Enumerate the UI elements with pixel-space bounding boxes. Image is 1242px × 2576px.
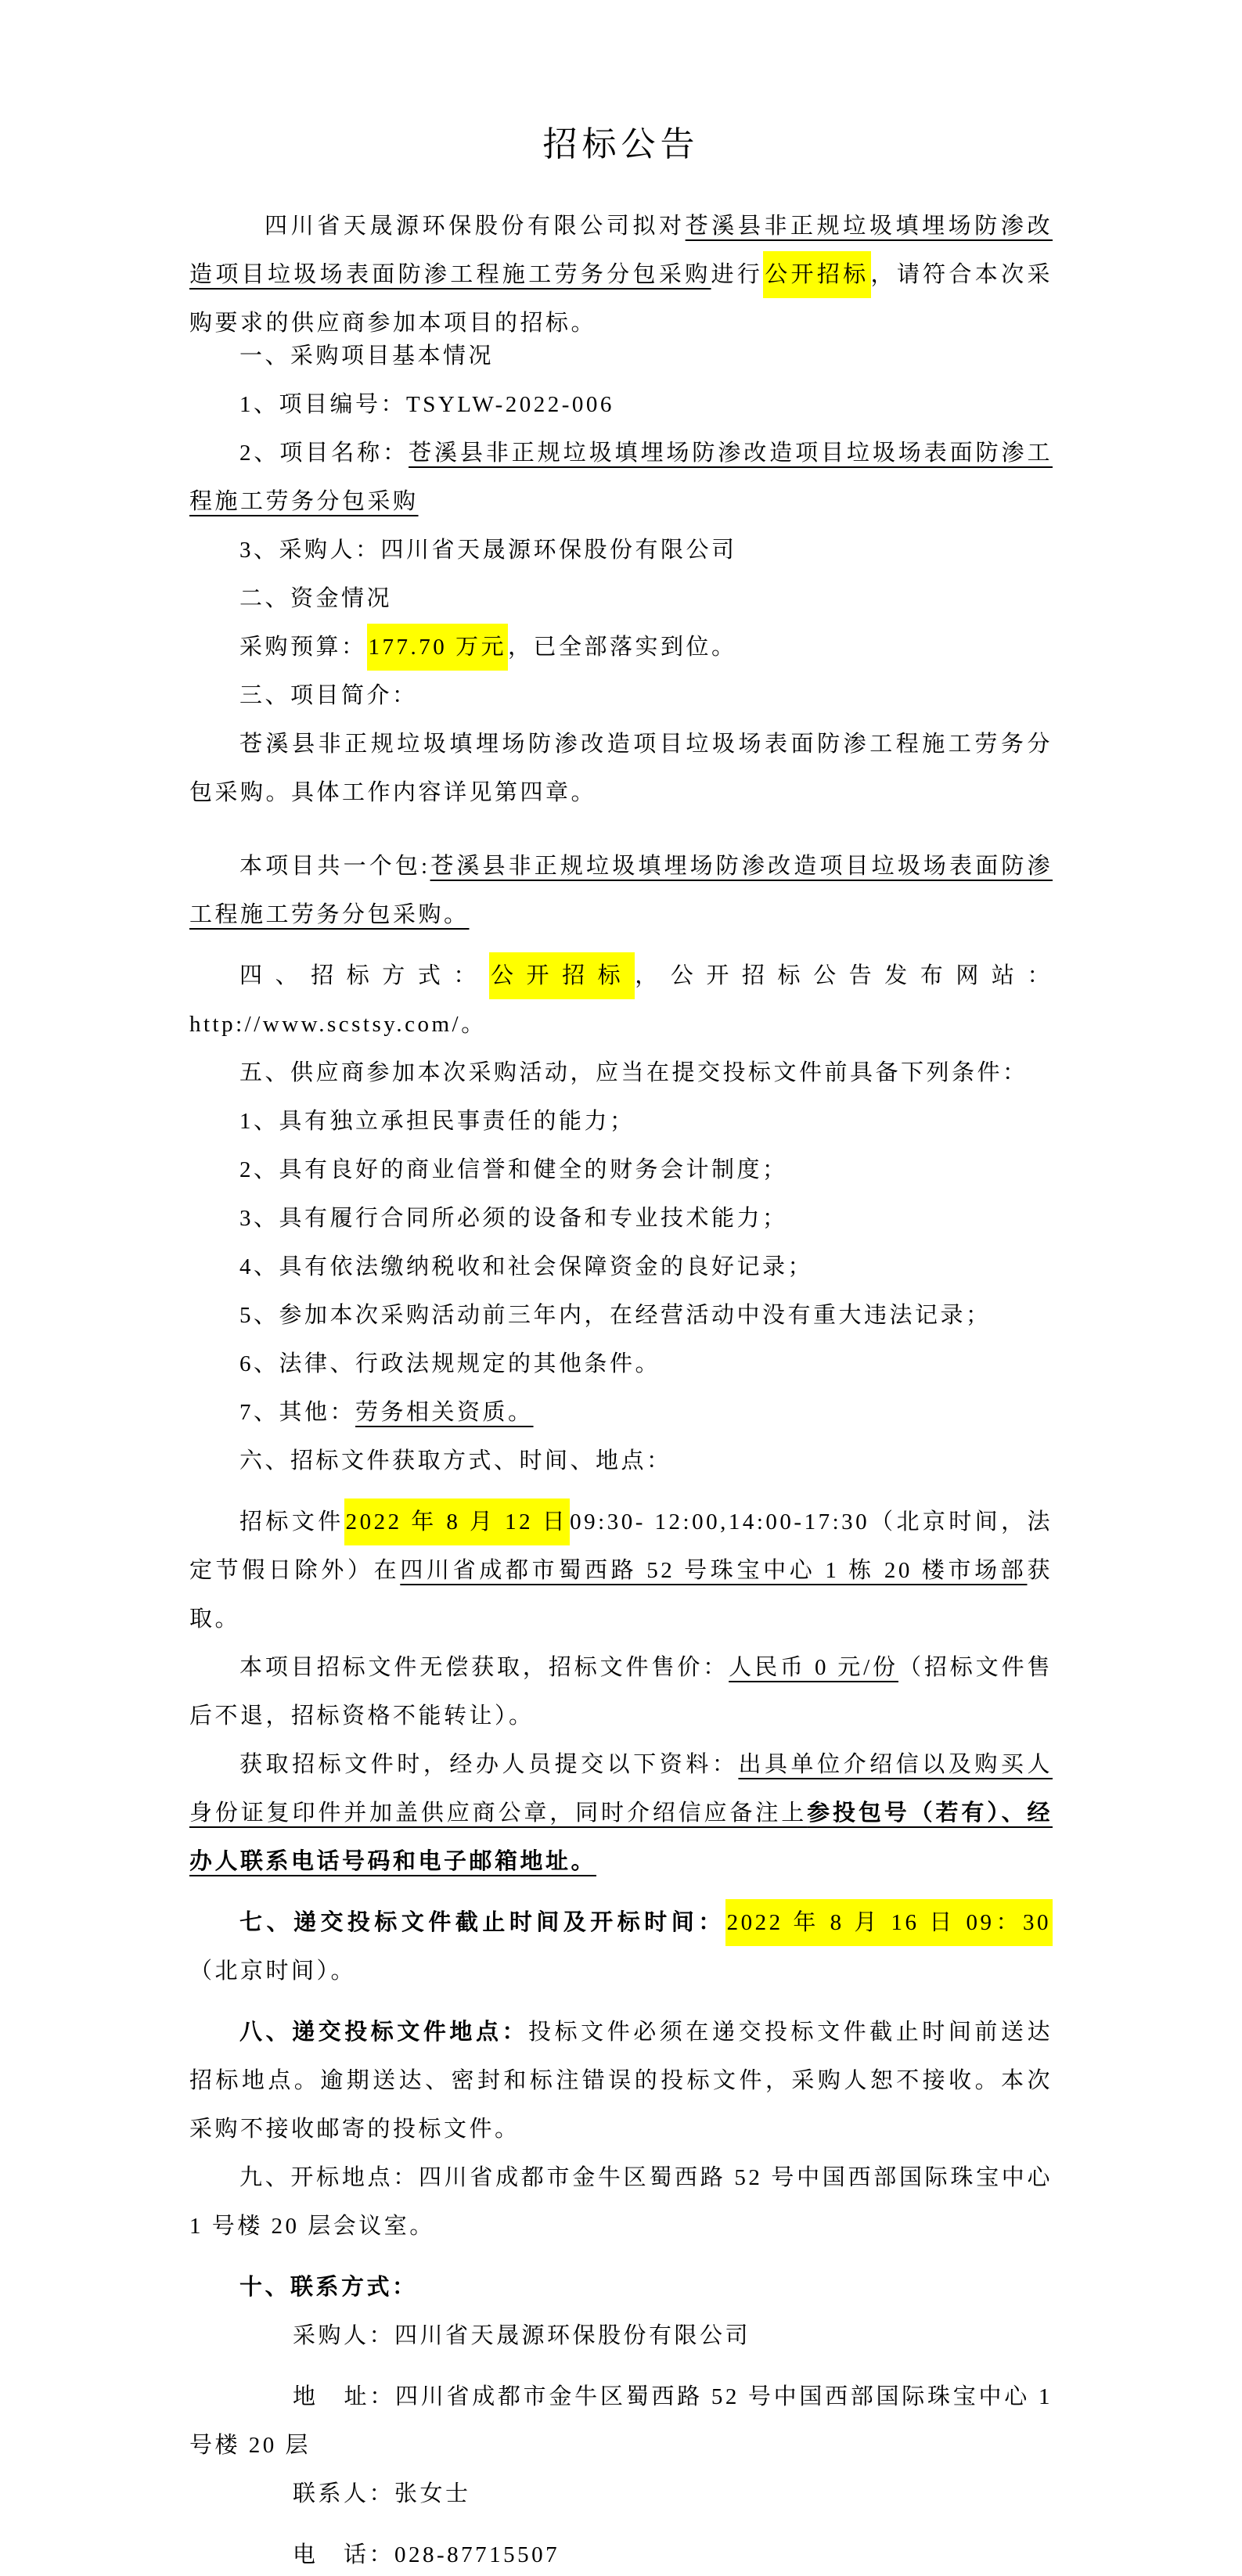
package-paragraph <box>189 842 1053 939</box>
obtain-date-highlight: 2022 年 8 月 12 日 <box>344 1498 571 1545</box>
section-1-heading <box>189 332 1053 380</box>
contact-phone-seg-0: 电 话：028-87715507 <box>293 2542 560 2567</box>
condition-item-7 <box>189 1388 1053 1437</box>
section-10-heading <box>189 2263 1053 2312</box>
package-paragraph-seg-0: 本项目共一个包: <box>239 854 430 879</box>
document-price-underlined: 人民币 0 元/份 <box>729 1655 898 1680</box>
section-9-opening-location-seg-0: 九、开标地点：四川省成都市金牛区蜀西路 52 号中国西部国际珠宝中心 1 号楼 20 层会议室。 <box>189 2165 1053 2239</box>
deadline-date-highlight: 2022 年 8 月 16 日 09：30 <box>725 1899 1053 1946</box>
section-1-heading-seg-0: 一、采购项目基本情况 <box>239 344 495 369</box>
contact-person <box>189 2470 1053 2518</box>
project-name-item <box>189 429 1053 526</box>
section-3-heading <box>189 671 1053 720</box>
condition-item-1 <box>189 1097 1053 1146</box>
section-8-location-seg-0: 八、递交投标文件地点： <box>239 2020 529 2045</box>
document-price-paragraph-seg-0: 本项目招标文件无偿获取，招标文件售价： <box>239 1655 729 1680</box>
condition-item-4 <box>189 1243 1053 1291</box>
labor-qualification-underlined: 劳务相关资质。 <box>355 1400 534 1425</box>
project-number-item <box>189 380 1053 429</box>
section-8-location-seg-1: 投标文件必须在递交投标文件截止时间前送达招标地点。逾期送达、密封和标注错误的投标文件，采购人恕不接收。本次采购不接收邮寄的投标文件。 <box>189 2020 1053 2142</box>
project-name-underlined-2: 苍溪县非正规垃圾填埋场防渗改造项目垃圾场表面防渗工程施工劳务分包采购 <box>189 441 1053 514</box>
document-body <box>189 202 1053 2576</box>
contact-phone <box>189 2531 1053 2576</box>
section-4-bidding-method <box>189 952 1053 1049</box>
budget-paragraph <box>189 623 1053 671</box>
condition-item-3-seg-0: 3、具有履行合同所必须的设备和专业技术能力； <box>239 1206 788 1231</box>
document-materials-paragraph-seg-0: 获取招标文件时，经办人员提交以下资料： <box>239 1752 739 1777</box>
budget-amount-highlight: 177.70 万元 <box>367 624 509 671</box>
section-5-heading <box>189 1049 1053 1097</box>
contact-purchaser <box>189 2312 1053 2360</box>
section-6-heading-seg-0: 六、招标文件获取方式、时间、地点： <box>239 1448 672 1473</box>
document-materials-paragraph <box>189 1740 1053 1886</box>
condition-item-6 <box>189 1340 1053 1388</box>
budget-paragraph-seg-0: 采购预算： <box>239 635 367 660</box>
obtain-address-underlined: 四川省成都市蜀西路 52 号珠宝中心 1 栋 20 楼市场部 <box>400 1558 1028 1583</box>
package-name-underlined: 苍溪县非正规垃圾填埋场防渗改造项目垃圾场表面防渗工程施工劳务分包采购。 <box>189 854 1053 927</box>
document-obtain-paragraph-seg-4: 获取。 <box>189 1558 1053 1632</box>
budget-paragraph-seg-2: ，已全部落实到位。 <box>508 635 737 660</box>
purchaser-item-seg-0: 3、采购人：四川省天晟源环保股份有限公司 <box>239 538 737 563</box>
section-2-heading-seg-0: 二、资金情况 <box>239 586 393 611</box>
contact-person-seg-0: 联系人：张女士 <box>293 2481 471 2506</box>
open-bidding-highlight: 公开招标 <box>763 251 870 298</box>
project-number-item-seg-0: 1、项目编号：TSYLW-2022-006 <box>239 392 614 417</box>
section-7-deadline-seg-0: 七、递交投标文件截止时间及开标时间： <box>239 1910 725 1935</box>
project-brief-paragraph <box>189 720 1053 817</box>
condition-item-2-seg-0: 2、具有良好的商业信誉和健全的财务会计制度； <box>239 1157 788 1182</box>
project-name-item-seg-0: 2、项目名称： <box>239 441 409 466</box>
document-obtain-paragraph <box>189 1498 1053 1643</box>
materials-underlined: 出具单位介绍信以及购买人身份证复印件并加盖供应商公章，同时介绍信应备注上 <box>189 1752 1053 1826</box>
intro-paragraph-seg-4: ，请符合本次采购要求的供应商参加本项目的招标。 <box>189 262 1053 336</box>
condition-item-4-seg-0: 4、具有依法缴纳税收和社会保障资金的良好记录； <box>239 1254 814 1279</box>
project-name-underlined: 苍溪县非正规垃圾填埋场防渗改造项目垃圾场表面防渗工程施工劳务分包采购 <box>189 214 1053 287</box>
section-7-deadline-seg-2: （北京时间）。 <box>189 1959 357 1984</box>
materials-bold-underlined: 参投包号（若有）、经办人联系电话号码和电子邮箱地址。 <box>189 1801 1053 1874</box>
section-5-heading-seg-0: 五、供应商参加本次采购活动，应当在提交投标文件前具备下列条件： <box>239 1060 1028 1085</box>
bidding-method-highlight: 公开招标 <box>489 952 635 999</box>
condition-item-6-seg-0: 6、法律、行政法规规定的其他条件。 <box>239 1351 661 1376</box>
document-title: 招标公告 <box>542 125 700 164</box>
section-7-deadline <box>189 1898 1053 1995</box>
section-3-heading-seg-0: 三、项目简介： <box>239 683 418 708</box>
document-obtain-paragraph-seg-0: 招标文件 <box>239 1509 344 1534</box>
section-10-heading-seg-0: 十、联系方式： <box>239 2275 418 2300</box>
contact-purchaser-seg-0: 采购人：四川省天晟源环保股份有限公司 <box>293 2323 751 2348</box>
document-price-paragraph-seg-2: （招标文件售后不退，招标资格不能转让）。 <box>189 1655 1053 1729</box>
document-obtain-paragraph-seg-2: 09:30- 12:00,14:00-17:30（北京时间，法定节假日除外）在 <box>189 1509 1053 1583</box>
condition-item-1-seg-0: 1、具有独立承担民事责任的能力； <box>239 1109 635 1134</box>
section-6-heading <box>189 1437 1053 1485</box>
section-4-bidding-method-seg-2: ，公开招标公告发布网站：http://www.scstsy.com/。 <box>189 963 1053 1037</box>
contact-address-seg-0: 地 址：四川省成都市金牛区蜀西路 52 号中国西部国际珠宝中心 1 号楼 20 层 <box>189 2384 1053 2458</box>
contact-address <box>189 2373 1053 2470</box>
condition-item-7-seg-0: 7、其他： <box>239 1400 356 1425</box>
condition-item-2 <box>189 1146 1053 1194</box>
section-2-heading <box>189 574 1053 623</box>
section-4-bidding-method-seg-0: 四、招标方式： <box>239 963 489 988</box>
document-price-paragraph <box>189 1643 1053 1740</box>
condition-item-5-seg-0: 5、参加本次采购活动前三年内，在经营活动中没有重大违法记录； <box>239 1303 992 1328</box>
section-9-opening-location <box>189 2153 1053 2250</box>
section-8-location <box>189 2008 1053 2153</box>
project-brief-paragraph-seg-0: 苍溪县非正规垃圾填埋场防渗改造项目垃圾场表面防渗工程施工劳务分包采购。具体工作内容详见第四章。 <box>189 732 1053 805</box>
intro-paragraph-seg-2: 进行 <box>711 262 764 287</box>
purchaser-item <box>189 526 1053 574</box>
intro-paragraph-seg-0: 四川省天晟源环保股份有限公司拟对 <box>265 214 686 239</box>
intro-paragraph <box>189 202 1053 347</box>
condition-item-3 <box>189 1194 1053 1243</box>
condition-item-5 <box>189 1291 1053 1340</box>
